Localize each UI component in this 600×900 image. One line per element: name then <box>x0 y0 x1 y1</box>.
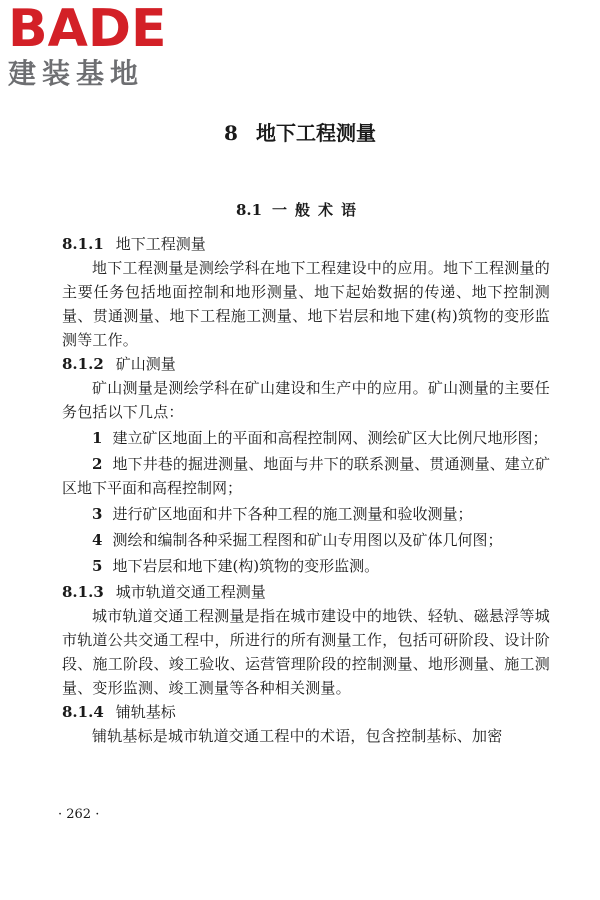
clause-title: 铺轨基标 <box>115 703 176 721</box>
clause-8-1-1 <box>62 232 550 352</box>
clause-paragraph: 矿山测量是测绘学科在矿山建设和生产中的应用。矿山测量的主要任务包括以下几点： <box>62 379 550 421</box>
list-item-text: 地下岩层和地下建(构)筑物的变形监测。 <box>112 557 380 575</box>
document-body <box>62 232 550 748</box>
clause-8-1-4 <box>62 700 550 748</box>
page-number: · 262 · <box>58 807 100 822</box>
section-heading <box>0 200 600 220</box>
clause-paragraph: 铺轨基标是城市轨道交通工程中的术语，包含控制基标、加密 <box>92 727 503 745</box>
clause-8-1-3 <box>62 580 550 700</box>
chapter-title: 地下工程测量 <box>255 121 376 145</box>
list-item-number: 3 <box>92 505 103 523</box>
list-item-number: 5 <box>92 557 103 575</box>
chapter-heading <box>0 120 600 146</box>
list-item-text: 建立矿区地面上的平面和高程控制网、测绘矿区大比例尺地形图； <box>112 429 548 447</box>
list-item-number: 1 <box>92 429 103 447</box>
clause-heading <box>62 580 550 604</box>
list-item-text: 进行矿区地面和井下各种工程的施工测量和验收测量； <box>112 505 473 523</box>
clause-title: 矿山测量 <box>115 355 176 373</box>
clause-heading <box>62 232 550 256</box>
list-item-number: 2 <box>92 455 103 473</box>
list-item <box>62 426 550 450</box>
clause-heading <box>62 700 550 724</box>
clause-number: 8.1.2 <box>62 355 104 373</box>
list-item-text: 地下井巷的掘进测量、地面与井下的联系测量、贯通测量、建立矿区地下平面和高程控制网； <box>62 455 550 497</box>
logo-brand-text: BADE <box>8 0 167 59</box>
clause-heading <box>62 352 550 376</box>
clause-number: 8.1.1 <box>62 235 104 253</box>
clause-number: 8.1.4 <box>62 703 104 721</box>
clause-paragraph: 城市轨道交通工程测量是指在城市建设中的地铁、轻轨、磁悬浮等城市轨道公共交通工程中，所进行的所有测量工作，包括可研阶段、设计阶段、施工阶段、竣工验收、运营管理阶段的控制测量、地形测量、施工测量、变形监测、竣工测量等各种相关测量。 <box>62 607 550 697</box>
list-item-text: 测绘和编制各种采掘工程图和矿山专用图以及矿体几何图； <box>112 531 503 549</box>
list-item <box>62 554 550 578</box>
list-item <box>62 502 550 526</box>
chapter-number: 8 <box>224 121 238 145</box>
list-item <box>62 452 550 500</box>
list-item-number: 4 <box>92 531 103 549</box>
section-number: 8.1 <box>235 201 263 219</box>
list-item <box>62 528 550 552</box>
bade-logo <box>8 2 178 90</box>
clause-paragraph: 地下工程测量是测绘学科在地下工程建设中的应用。地下工程测量的主要任务包括地面控制和地形测量、地下起始数据的传递、地下控制测量、贯通测量、地下工程施工测量、地下岩层和地下建(构)筑物的变形监测等工作。 <box>62 259 550 349</box>
logo-subtitle-text: 建装基地 <box>8 57 145 90</box>
clause-number: 8.1.3 <box>62 583 104 601</box>
clause-title: 地下工程测量 <box>115 235 206 253</box>
clause-8-1-2 <box>62 352 550 578</box>
clause-title: 城市轨道交通工程测量 <box>115 583 266 601</box>
section-title: 一般术语 <box>272 201 365 219</box>
